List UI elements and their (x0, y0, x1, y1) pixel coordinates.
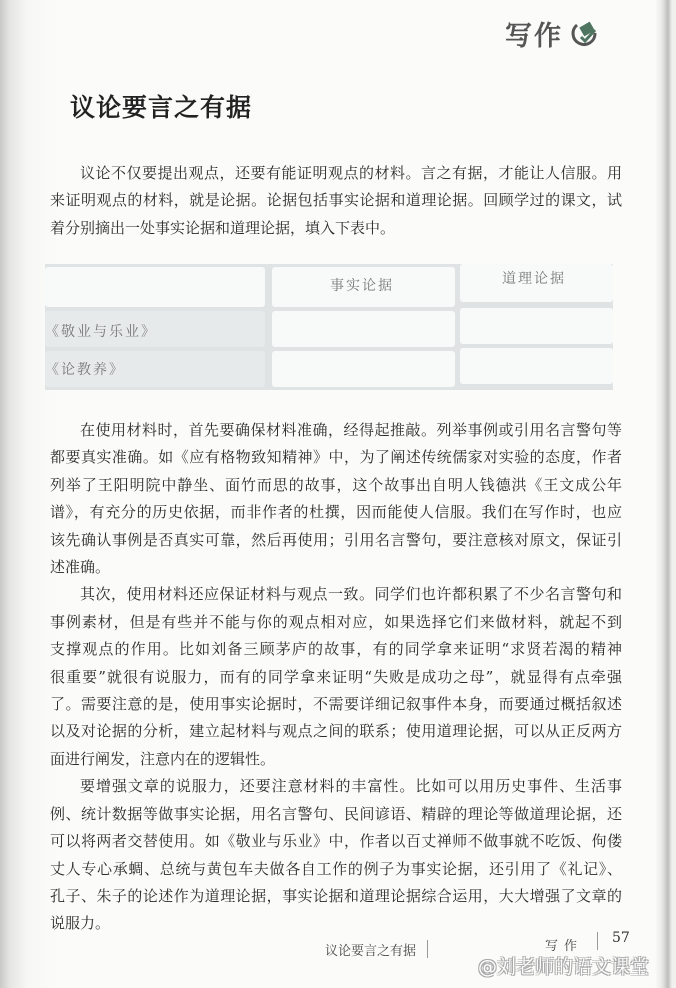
watermark: @刘老师的语文课堂 (478, 956, 650, 978)
text-line: 谱》，有充分的历史依据，而非作者的杜撰，因而能使人信服。我们在写作时，也应 (50, 503, 622, 522)
table-input-cell[interactable] (460, 348, 613, 384)
page-title: 议论要言之有据 (70, 93, 253, 122)
table-input-cell[interactable] (272, 351, 455, 387)
footer-section: 写作 (545, 939, 584, 954)
footer-chapter-title: 议论要言之有据 (325, 944, 417, 959)
row-label: 《论教养》 (45, 362, 125, 378)
intro-paragraph (50, 160, 622, 242)
text-line: 列举了王阳明院中静坐、面竹而思的故事，这个故事出自明人钱德洪《王文成公年 (50, 475, 622, 494)
text-line: 可以将两者交替使用。如《敬业与乐业》中，作者以百丈禅师不做事就不吃饭、佝偻 (50, 832, 622, 851)
text-line: 以及对论据的分析，建立起材料与观点之间的联系；使用道理论据，可以从正反两方 (50, 722, 622, 741)
section-label: 写作 (505, 21, 563, 52)
pen-check-icon (569, 19, 599, 49)
text-line: 议论不仅要提出观点，还要有能证明观点的材料。言之有据，才能让人信服。用 (80, 164, 622, 182)
text-line: 要增强文章的说服力，还要注意材料的丰富性。比如可以用历史事件、生活事 (80, 777, 622, 796)
text-line: 很重要”就很有说服力，而有的同学拿来证明“失败是成功之母”，就显得有点牵强 (50, 667, 622, 686)
section-tag (505, 14, 599, 53)
table-header-blank (45, 267, 265, 307)
footer-divider (597, 932, 598, 950)
text-line: 述准确。 (50, 558, 111, 577)
text-line: 在使用材料时，首先要确保材料准确，经得起推敲。列举事例或引用名言警句等 (80, 421, 622, 439)
table-input-cell[interactable] (272, 311, 455, 347)
text-line: 着分别摘出一处事实论据和道理论据，填入下表中。 (50, 218, 396, 237)
text-line: 孔子、朱子的论述作为道理论据，事实论据和道理论据综合运用，大大增强了文章的 (50, 886, 622, 905)
header-fact-evidence: 事实论据 (330, 278, 394, 294)
text-line: 事例素材，但是有些并不能与你的观点相对应，如果选择它们来做材料，就起不到 (50, 612, 622, 631)
accuracy-paragraph (50, 417, 622, 938)
table-row-label (45, 351, 265, 387)
text-line: 丈人专心承蜩、总统与黄包车夫做各自工作的例子为事实论据，还引用了《礼记》、 (50, 859, 622, 878)
table-header-cell (272, 267, 455, 307)
table-row-label (45, 311, 265, 347)
row-label: 《敬业与乐业》 (45, 324, 157, 340)
text-line: 支撑观点的作用。比如刘备三顾茅庐的故事，有的同学拿来证明“求贤若渴的精神 (50, 640, 622, 659)
text-line: 说服力。 (50, 914, 111, 933)
page-number: 57 (612, 930, 630, 946)
evidence-table (45, 264, 613, 390)
text-line: 来证明观点的材料，就是论据。论据包括事实论据和道理论据。回顾学过的课文，试 (50, 191, 622, 210)
table-input-cell[interactable] (460, 308, 613, 344)
text-line: 面进行阐发，注意内在的逻辑性。 (50, 749, 276, 768)
footer-divider (427, 940, 428, 958)
text-line: 其次，使用材料还应保证材料与观点一致。同学们也许都积累了不少名言警句和 (80, 585, 622, 604)
table-header-cell (460, 264, 613, 302)
text-line: 该先确认事例是否真实可靠，然后再使用；引用名言警句，要注意核对原文，保证引 (50, 530, 622, 549)
header-reason-evidence: 道理论据 (502, 271, 566, 287)
text-line: 都要真实准确。如《应有格物致知精神》中，为了阐述传统儒家对实验的态度，作者 (50, 448, 622, 467)
text-line: 了。需要注意的是，使用事实论据时，不需要详细记叙事件本身，而要通过概括叙述 (50, 695, 622, 714)
text-line: 例、统计数据等做事实论据，用名言警句、民间谚语、精辟的理论等做道理论据，还 (50, 804, 622, 823)
